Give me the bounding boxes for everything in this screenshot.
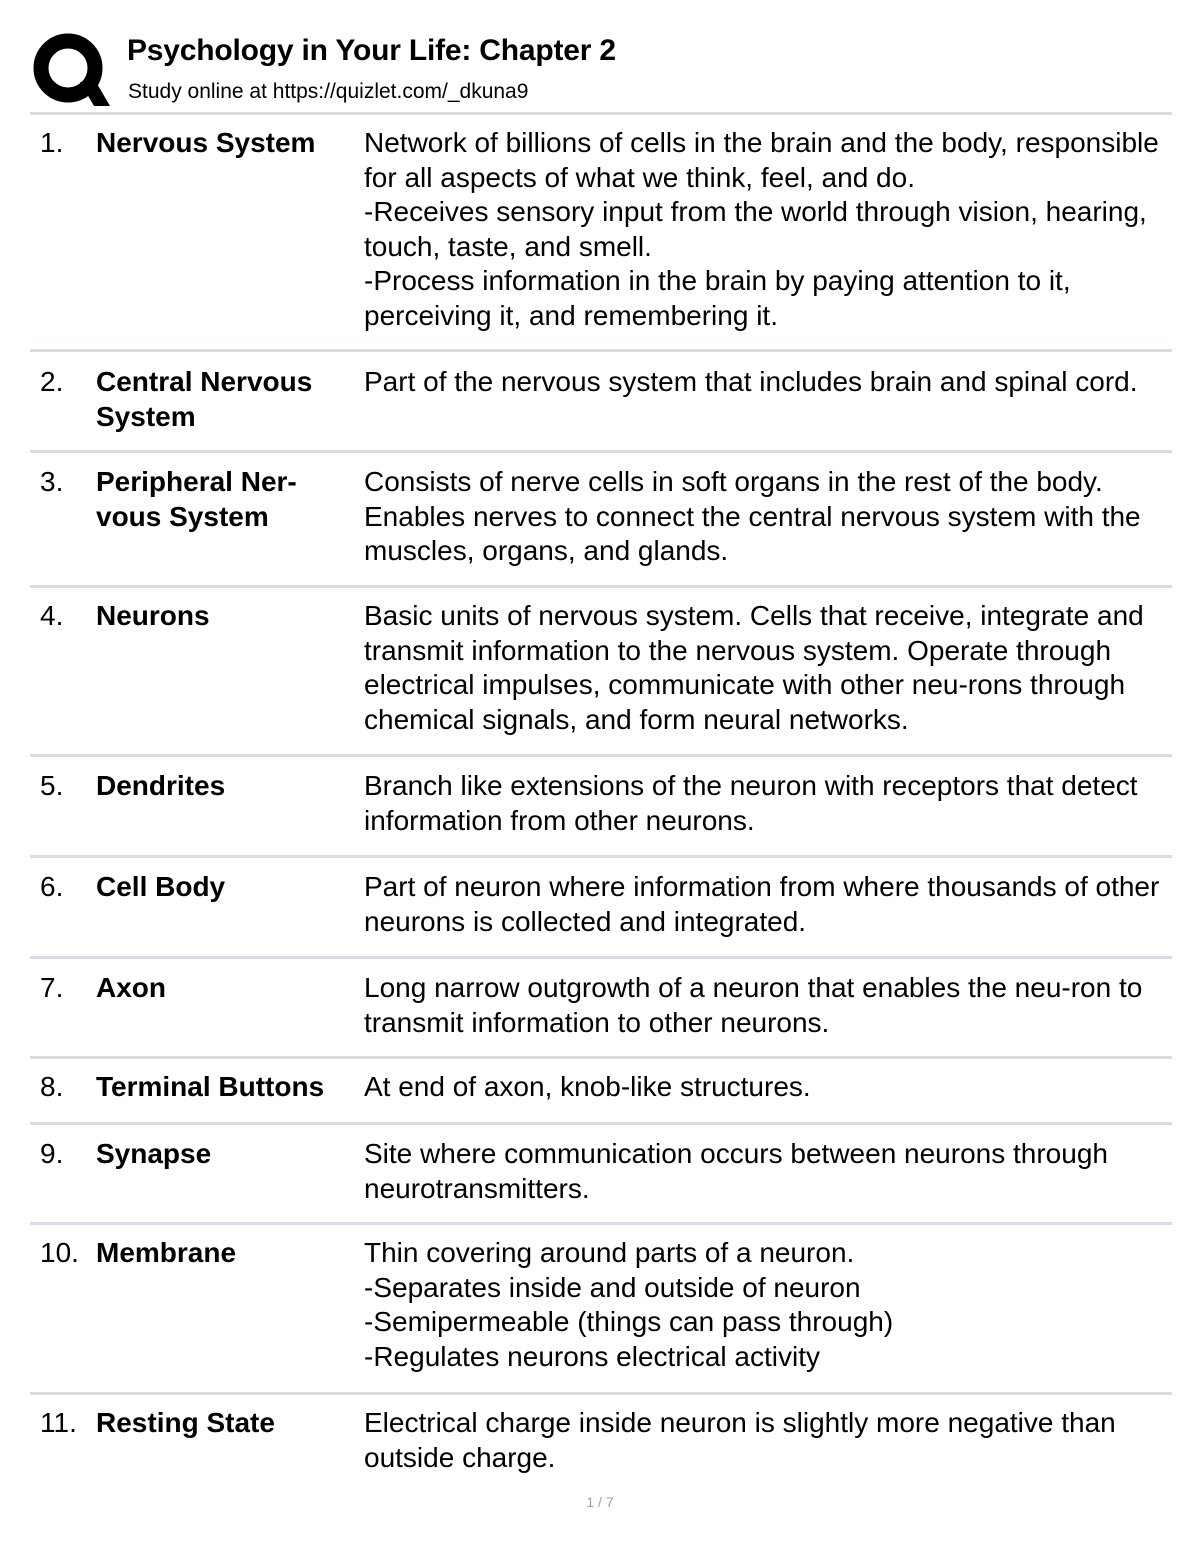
flashcard-row (30, 1225, 1172, 1395)
card-number: 8. (40, 1071, 64, 1102)
page-header (30, 28, 1172, 112)
card-number: 3. (40, 466, 64, 497)
card-term: Axon (96, 972, 166, 1003)
card-definition: Basic units of nervous system. Cells that receive, integrate and transmit information to the nervous system. Operate through electrical impulses, communicate with other neu-rons through chemical signals, and form neural networks. (364, 600, 1144, 735)
card-number: 2. (40, 366, 64, 397)
flashcard-row (30, 858, 1172, 959)
card-number: 7. (40, 972, 64, 1003)
flashcard-row (30, 352, 1172, 453)
flashcard-list (30, 115, 1172, 1505)
card-definition: Part of the nervous system that includes brain and spinal cord. (364, 366, 1138, 397)
flashcard-row (30, 1395, 1172, 1505)
flashcard-row (30, 588, 1172, 757)
flashcard-row (30, 1059, 1172, 1125)
card-number: 4. (40, 600, 64, 631)
card-number: 6. (40, 871, 64, 902)
card-definition: Site where communication occurs between neurons through neurotransmitters. (364, 1138, 1108, 1204)
card-term: Dendrites (96, 770, 226, 801)
card-definition: Long narrow outgrowth of a neuron that enables the neu-ron to transmit information to other neurons. (364, 972, 1143, 1038)
page-indicator: 1 / 7 (586, 1494, 614, 1510)
card-definition: At end of axon, knob-like structures. (364, 1071, 811, 1102)
flashcard-row (30, 115, 1172, 352)
card-definition: Thin covering around parts of a neuron. -Separates inside and outside of neuron -Semipermeable (things can pass through) -Regulates neurons electrical activity (364, 1237, 894, 1372)
flashcard-row (30, 757, 1172, 858)
card-number: 9. (40, 1138, 64, 1169)
study-link-text: Study online at https://quizlet.com/_dkuna9 (128, 80, 529, 103)
card-number: 11. (40, 1407, 77, 1438)
card-definition: Network of billions of cells in the brain and the body, responsible for all aspects of what we think, feel, and do. -Receives sensory input from the world through vision, hearing, touch, taste, and smell. -Process information in the brain by paying attention to it, perceiving it, and remembering it. (364, 127, 1159, 331)
card-term: Terminal Buttons (96, 1071, 325, 1102)
card-term: Peripheral Ner-vous System (96, 466, 297, 532)
card-definition: Electrical charge inside neuron is slightly more negative than outside charge. (364, 1407, 1116, 1473)
flashcard-row (30, 453, 1172, 588)
card-number: 10. (40, 1237, 79, 1268)
card-definition: Branch like extensions of the neuron with receptors that detect information from other neurons. (364, 770, 1138, 836)
card-term: Neurons (96, 600, 210, 631)
quizlet-q-logo-icon (30, 30, 110, 110)
flashcard-row (30, 1125, 1172, 1225)
card-definition: Consists of nerve cells in soft organs in the rest of the body. Enables nerves to connect the central nervous system with the muscles, organs, and glands. (364, 466, 1141, 566)
card-term: Membrane (96, 1237, 237, 1268)
card-number: 1. (40, 127, 64, 158)
card-number: 5. (40, 770, 64, 801)
card-term: Resting State (96, 1407, 275, 1438)
flashcard-row (30, 959, 1172, 1059)
card-definition: Part of neuron where information from where thousands of other neurons is collected and integrated. (364, 871, 1160, 937)
page-title: Psychology in Your Life: Chapter 2 (127, 34, 616, 67)
card-term: Central Nervous System (96, 366, 313, 432)
card-term: Cell Body (96, 871, 226, 902)
card-term: Synapse (96, 1138, 212, 1169)
card-term: Nervous System (96, 127, 316, 158)
